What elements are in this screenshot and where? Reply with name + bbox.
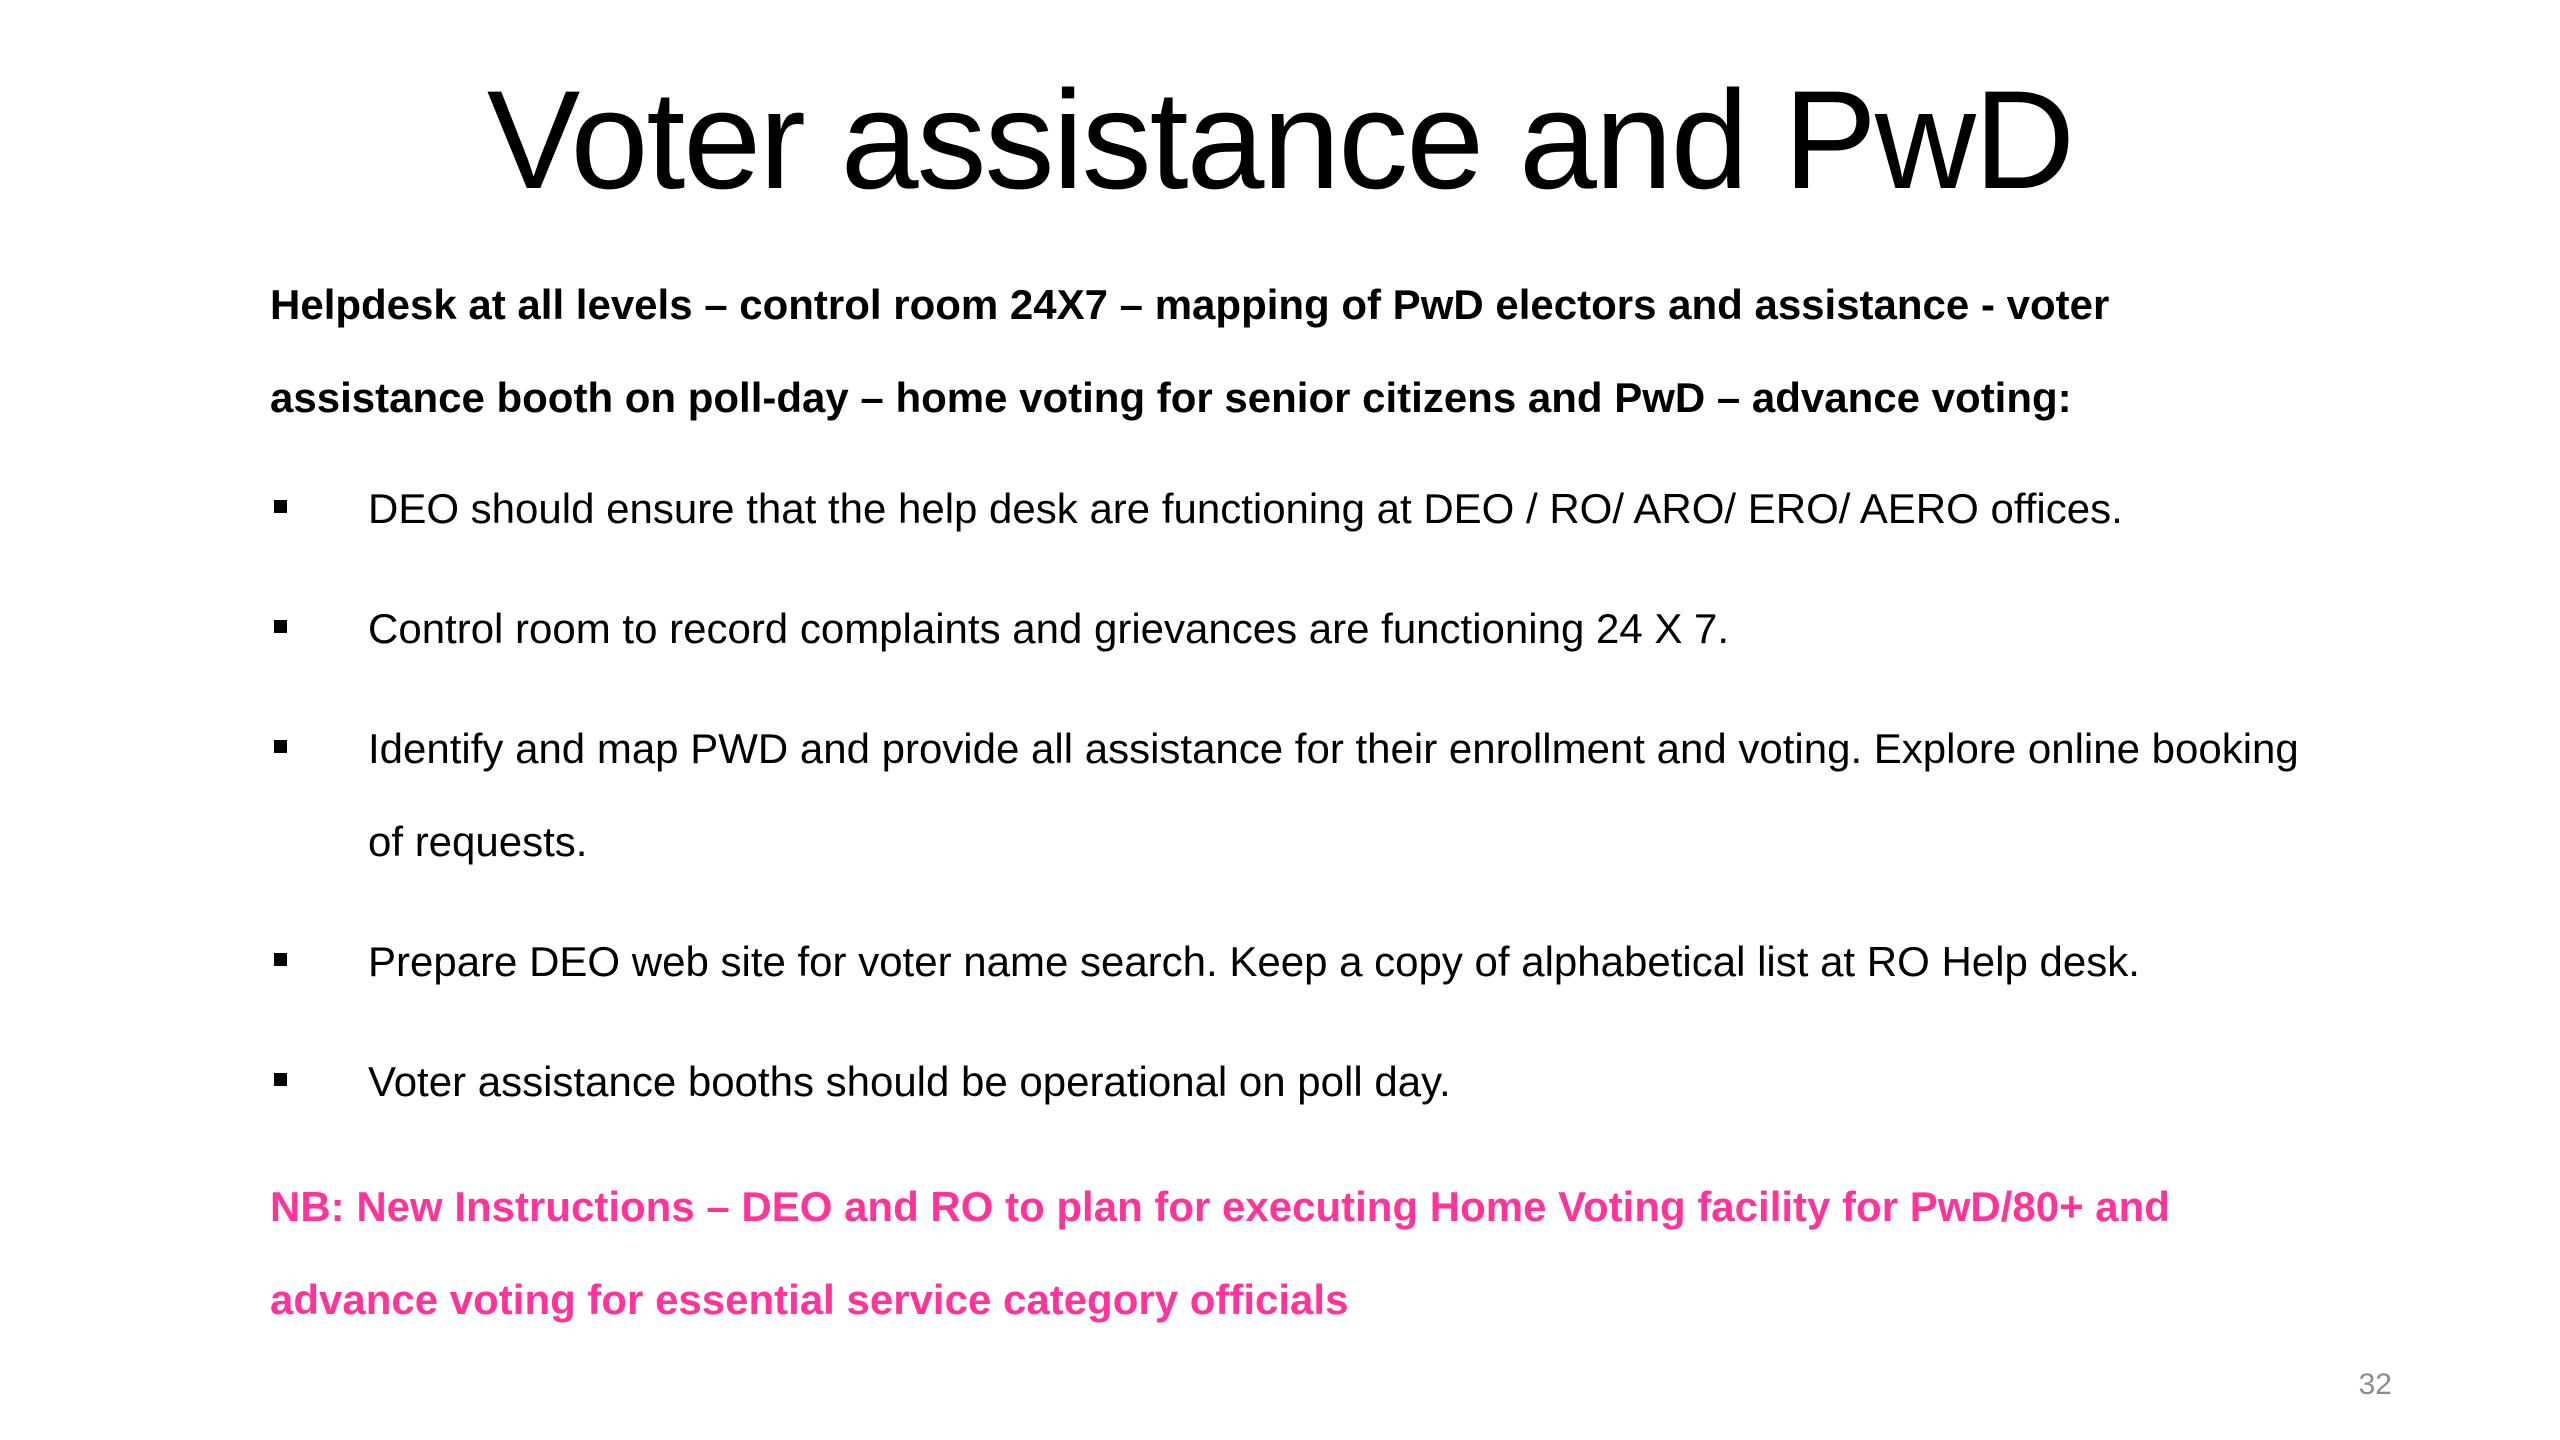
bullet-item xyxy=(270,702,2330,888)
slide-title: Voter assistance and PwD xyxy=(486,61,2074,218)
bullet-item xyxy=(270,462,2330,555)
bullet-item xyxy=(270,1035,2330,1128)
square-bullet-icon xyxy=(274,620,287,633)
square-bullet-icon xyxy=(274,500,287,513)
page-number: 32 xyxy=(2358,1368,2392,1401)
bullet-text: Prepare DEO web site for voter name search. Keep a copy of alphabetical list at RO Help desk. xyxy=(368,938,2140,985)
square-bullet-icon xyxy=(274,740,287,753)
square-bullet-icon xyxy=(274,953,287,966)
bullet-text: Control room to record complaints and grievances are functioning 24 X 7. xyxy=(368,605,1730,652)
bullet-text: Voter assistance booths should be operational on poll day. xyxy=(368,1058,1451,1105)
square-bullet-icon xyxy=(274,1073,287,1086)
bullet-item xyxy=(270,915,2330,1008)
new-instructions-note: NB: New Instructions – DEO and RO to plan for executing Home Voting facility for PwD/80+ and advance voting for essential service category officials xyxy=(270,1183,2170,1323)
bullet-item xyxy=(270,582,2330,675)
bullet-list xyxy=(270,462,2330,1155)
intro-text: Helpdesk at all levels – control room 24X7 – mapping of PwD electors and assistance - voter assistance booth on poll-day – home voting for senior citizens and PwD – advance voting: xyxy=(270,281,2110,421)
bullet-text: Identify and map PWD and provide all assistance for their enrollment and voting. Explore online booking of requests. xyxy=(368,725,2299,865)
bullet-text: DEO should ensure that the help desk are functioning at DEO / RO/ ARO/ ERO/ AERO offices. xyxy=(368,485,2123,532)
